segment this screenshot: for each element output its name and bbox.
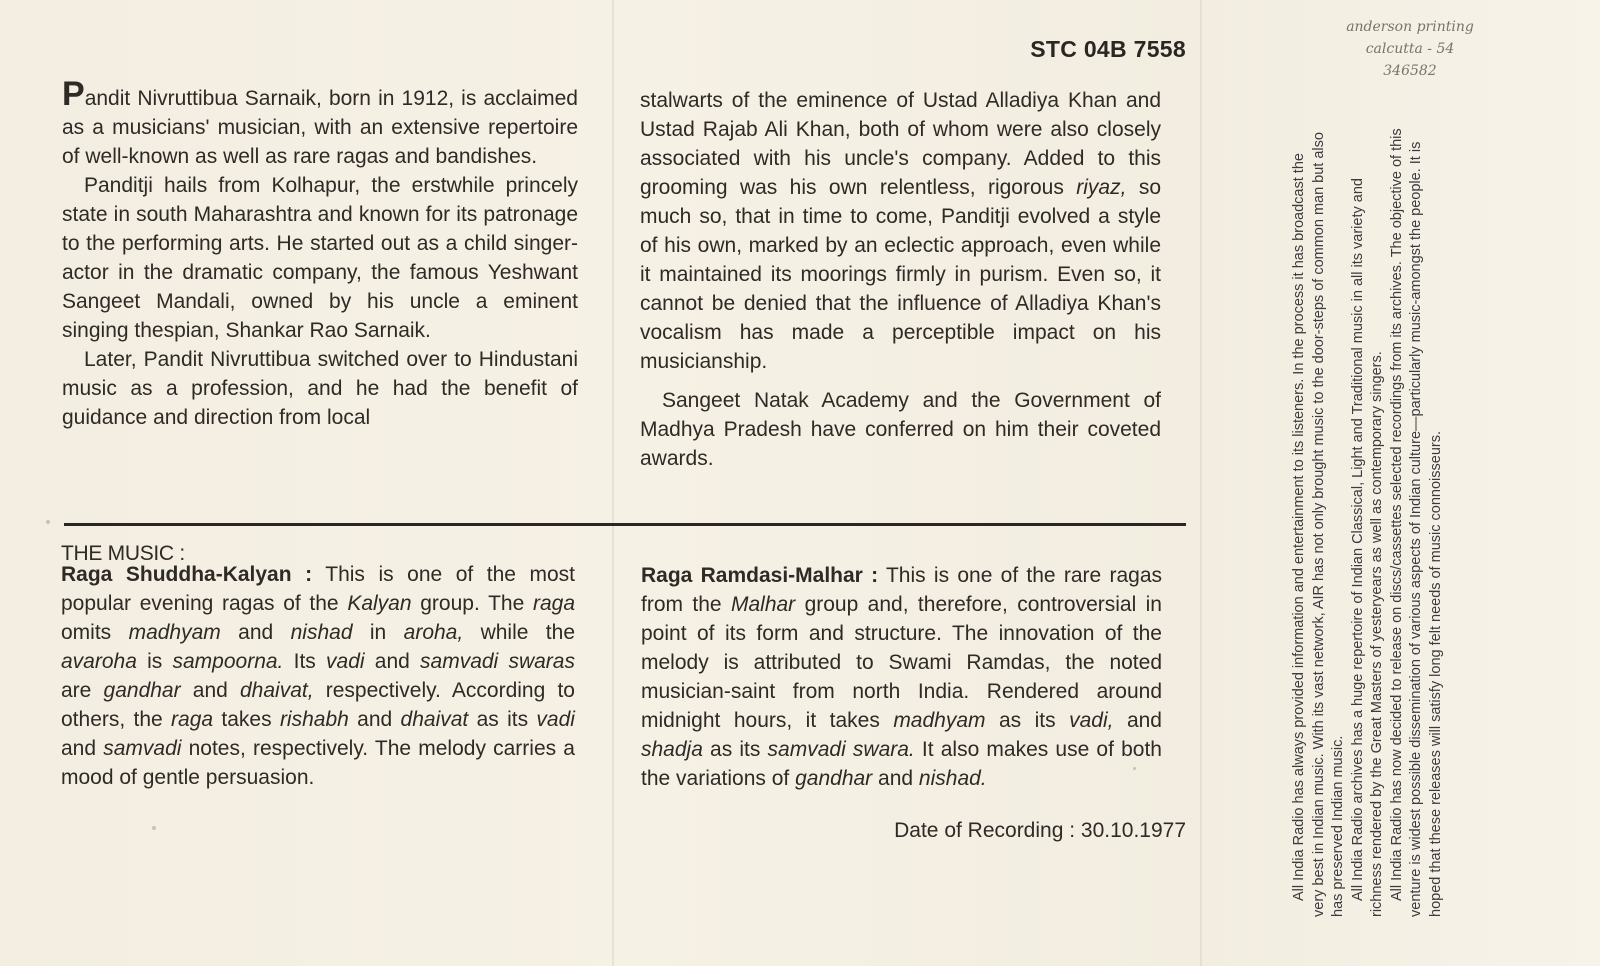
raga-ramdasi-malhar: Raga Ramdasi-Malhar : This is one of the rare ragas from the Malhar group and, therefore, controversial in point of its form and structure. The innovation of the melody is attributed to Swami Ramdas, the noted musician-saint from north India. Rendered around midnight hours, it takes madhyam as its vadi, and shadja as its samvadi swara. It also makes use of both the variations of gandhar and nishad.: [641, 564, 1163, 790]
catalog-number: STC 04B 7558: [1030, 36, 1186, 62]
raga-shuddha-kalyan: Raga Shuddha-Kalyan : This is one of the most popular evening ragas of the Kalyan group. The raga omits madhyam and nishad in aroha, while the avaroha is sampoorna. Its vadi and samvadi swaras are gandhar and dhaivat, respectively. According to others, the raga takes rishabh and dhaivat as its vadi and samvadi notes, respectively. The melody carries a mood of gentle persuasion.: [61, 563, 576, 789]
dust-speck: [152, 826, 156, 830]
bio-paragraph-3: Later, Pandit Nivruttibua switched over to Hindustani music as a profession, and he had the benefit of guidance and direction from local: [62, 348, 578, 429]
printer-name: anderson printing: [1346, 19, 1474, 35]
printer-code: 346582: [1383, 63, 1437, 79]
raga-title: Raga Shuddha-Kalyan :: [61, 563, 313, 586]
air-note-paragraph-3: All India Radio has now decided to release on discs/cassettes selected recordings from its archives. The objective of this venture is widest possible dissemination of various aspects of Indian culture—particularly music-amongst the people. It is hoped that these releases will satisfy long felt needs of music connoisseurs.: [1388, 128, 1444, 917]
bio-paragraph-1: Pandit Nivruttibua Sarnaik, born in 1912, is acclaimed as a musicians' musician, with an extensive repertoire of well-known as well as rare ragas and bandishes.: [62, 75, 578, 168]
bio-column-left: [62, 75, 578, 432]
bio-paragraph-4: stalwarts of the eminence of Ustad Alladiya Khan and Ustad Rajab Ali Khan, both of whom were also closely associated with his uncle's company. Added to this grooming was his own relentless, rigorous riyaz, so much so, that in time to come, Panditji evolved a style of his own, marked by an eclectic approach, even while it maintained its moorings firmly in purism. Even so, it cannot be denied that the influence of Alladiya Khan's vocalism has made a perceptible impact on his musicianship.: [640, 89, 1162, 373]
bio-paragraph-5: Sangeet Natak Academy and the Government of Madhya Pradesh have conferred on him their coveted awards.: [640, 389, 1161, 470]
fold-line: [1200, 0, 1202, 966]
air-note-panel: [1290, 125, 1520, 917]
dust-speck: [46, 520, 50, 524]
section-divider: [64, 523, 1186, 526]
recording-date: Date of Recording : 30.10.1977: [894, 819, 1186, 842]
printer-credit: [1320, 16, 1500, 82]
drop-cap: P: [62, 75, 85, 113]
bio-paragraph-2: Panditji hails from Kolhapur, the erstwhile princely state in south Maharashtra and known for its patronage to the performing arts. He started out as a child singer-actor in the dramatic company, the famous Yeshwant Sangeet Mandali, owned by his uncle a eminent singing thespian, Shankar Rao Sarnaik.: [62, 174, 578, 342]
printer-city: calcutta - 54: [1365, 41, 1455, 57]
air-note-paragraph-1: All India Radio has always provided information and entertainment to its listeners. In the process it has broadcast the very best in Indian music. With its vast network, AIR has not only brought music to the door-steps of common man but also has preserved Indian music.: [1291, 132, 1346, 917]
fold-line: [612, 0, 614, 966]
bio-column-right: [640, 86, 1161, 473]
music-heading: THE MUSIC :: [61, 542, 185, 565]
air-note-paragraph-2: All India Radio archives has a huge repertoire of Indian Classical, Light and Traditional music in all its variety and richness rendered by the Great Masters of yesteryears as well as contemporary singers.: [1349, 178, 1385, 917]
dust-speck: [1133, 767, 1136, 770]
raga-title: Raga Ramdasi-Malhar :: [641, 564, 879, 587]
air-note-text: [1290, 125, 1446, 917]
